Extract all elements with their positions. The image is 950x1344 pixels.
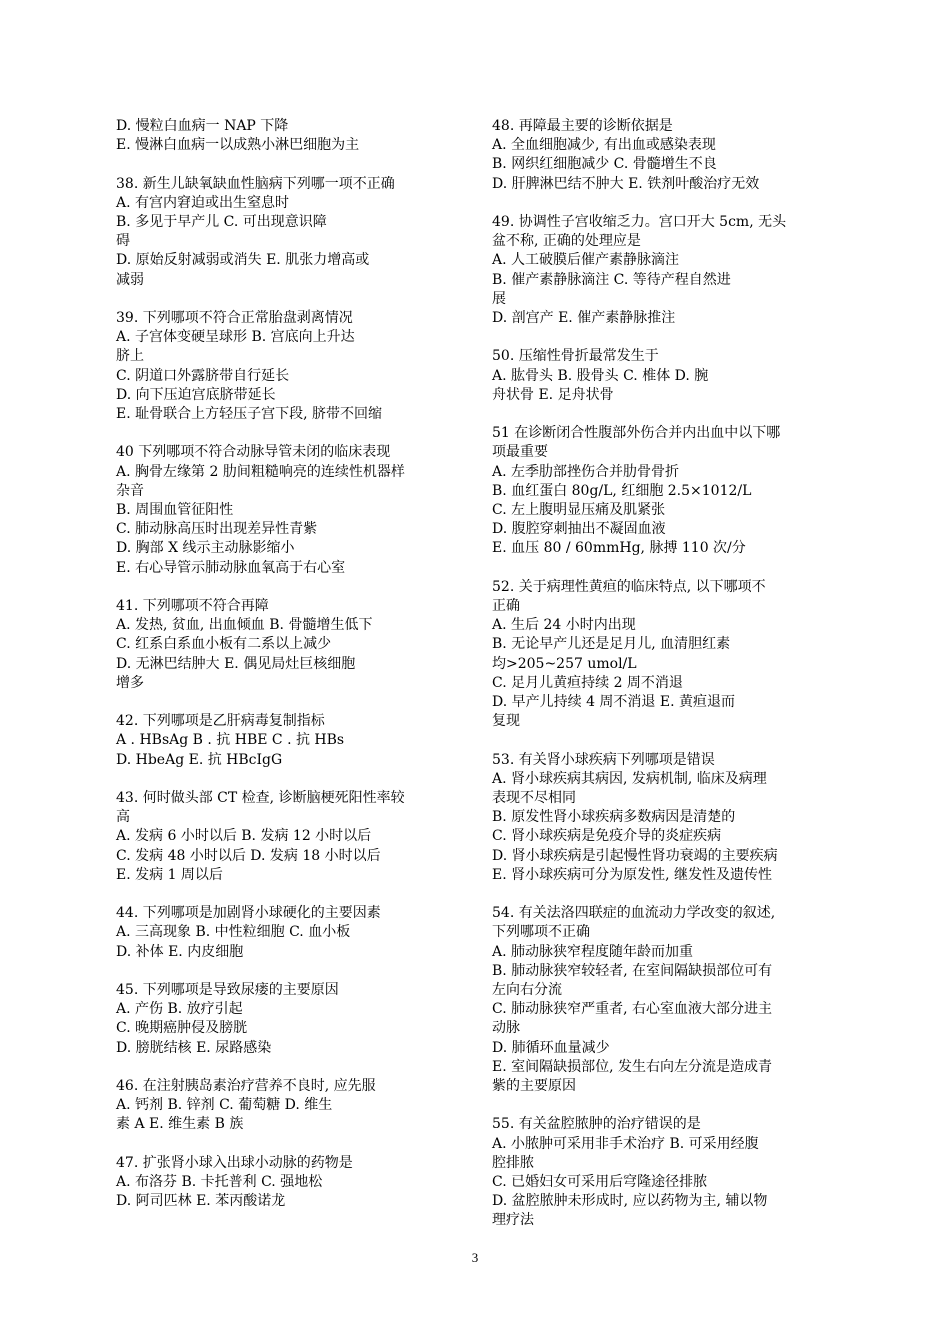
question-text-line: 43. 何时做头部 CT 检查, 诊断脑梗死阳性率较 [116, 790, 405, 807]
question-text-line: 51 在诊断闭合性腹部外伤合并内出血中以下哪 [492, 425, 781, 442]
question-text-line: A . HBsAg B . 抗 HBE C . 抗 HBs [116, 732, 345, 749]
question-text-line: 42. 下列哪项是乙肝病毒复制指标 [116, 713, 325, 730]
question-text-line: A. 肱骨头 B. 股骨头 C. 椎体 D. 腕 [492, 367, 709, 384]
question-text-line: C. 阴道口外露脐带自行延长 [116, 367, 290, 384]
question-text-line: 48. 再障最主要的诊断依据是 [492, 118, 673, 134]
question-text-line: 45. 下列哪项是导致尿瘘的主要原因 [116, 982, 339, 999]
question-text-line: 39. 下列哪项不符合正常胎盘剥离情况 [116, 310, 353, 326]
question-text-line: B. 原发性肾小球疾病多数病因是清楚的 [492, 809, 736, 826]
question-text-line: C. 已婚妇女可采用后穹隆途径排脓 [492, 1174, 708, 1191]
question-text-line: C. 左上腹明显压痛及肌紧张 [492, 502, 666, 519]
question-block [116, 712, 461, 770]
question-text-line: A. 产伤 B. 放疗引起 [116, 1001, 243, 1018]
question-text-line: 杂音 [116, 482, 144, 499]
question-block [116, 789, 461, 885]
question-block [116, 309, 461, 424]
question-text-line: A. 三高现象 B. 中性粒细胞 C. 血小板 [116, 924, 351, 941]
question-text-line: E. 肾小球疾病可分为原发性, 继发性及遗传性 [492, 866, 773, 883]
question-text-line: D. 盆腔脓肿未形成时, 应以药物为主, 辅以物 [492, 1193, 768, 1210]
question-text-line: 47. 扩张肾小球入出球小动脉的药物是 [116, 1154, 353, 1171]
question-text-line: 正确 [492, 598, 520, 615]
question-block [116, 1154, 461, 1212]
question-text-line: A. 左季肋部挫伤合并肋骨骨折 [492, 463, 680, 480]
question-text-line: C. 足月儿黄疸持续 2 周不消退 [492, 674, 683, 691]
question-text-line: D. 原始反射减弱或消失 E. 肌张力增高或 [116, 252, 370, 269]
question-text-line: D. 早产儿持续 4 周不消退 E. 黄疸退而 [492, 694, 736, 711]
question-text-line: A. 肺动脉狭窄程度随年龄而加重 [492, 943, 694, 960]
question-text-line: E. 室间隔缺损部位, 发生右向左分流是造成青 [492, 1058, 773, 1075]
question-text-line: E. 耻骨联合上方轻压子宫下段, 脐带不回缩 [116, 406, 383, 423]
question-block [116, 1077, 461, 1135]
question-text-line: A. 有宫内窘迫或出生窒息时 [116, 194, 290, 211]
question-text-line: 腔排脓 [492, 1154, 534, 1171]
question-text-line: D. 剖宫产 E. 催产素静脉推注 [492, 310, 676, 327]
question-text-line: B. 血红蛋白 80g/L, 红细胞 2.5×1012/L [492, 482, 752, 499]
question-text-line: A. 人工破膜后催产素静脉滴注 [492, 252, 680, 269]
question-text-line: 复现 [492, 713, 520, 730]
question-block [492, 751, 837, 885]
question-text-line: B. 网织红细胞减少 C. 骨髓增生不良 [492, 156, 717, 173]
question-text-line: D. 胸部 X 线示主动脉影缩小 [116, 540, 295, 557]
question-text-line: 项最重要 [492, 444, 548, 461]
question-text-line: 素 A E. 维生素 B 族 [116, 1116, 244, 1133]
question-block [492, 904, 837, 1096]
question-text-line: A. 生后 24 小时内出现 [492, 617, 636, 634]
question-text-line: 盆不称, 正确的处理应是 [492, 233, 641, 250]
question-text-line: D. 肝脾淋巴结不肿大 E. 铁剂叶酸治疗无效 [492, 175, 760, 192]
question-text-line: 44. 下列哪项是加剧肾小球硬化的主要因素 [116, 905, 381, 922]
question-block [116, 904, 461, 962]
question-block [492, 347, 837, 405]
question-text-line: D. 无淋巴结肿大 E. 偶见局灶巨核细胞 [116, 655, 356, 672]
question-text-line: 紫的主要原因 [492, 1078, 576, 1095]
question-text-line: D. 补体 E. 内皮细胞 [116, 943, 244, 960]
question-block [492, 1115, 837, 1230]
question-block [492, 213, 837, 328]
question-text-line: A. 胸骨左缘第 2 肋间粗糙响亮的连续性机器样 [116, 463, 405, 480]
question-text-line: E. 发病 1 周以后 [116, 866, 223, 883]
question-text-line: C. 肺动脉高压时出现差异性青紫 [116, 521, 318, 538]
question-block [116, 117, 461, 155]
question-text-line: D. 肾小球疾病是引起慢性肾功衰竭的主要疾病 [492, 847, 778, 864]
question-text-line: 41. 下列哪项不符合再障 [116, 598, 269, 615]
question-text-line: 53. 有关肾小球疾病下列哪项是错误 [492, 751, 715, 768]
question-text-line: A. 肾小球疾病其病因, 发病机制, 临床及病理 [492, 770, 767, 787]
left-column [116, 117, 461, 1231]
question-text-line: 40 下列哪项不符合动脉导管未闭的临床表现 [116, 444, 391, 461]
question-text-line: D. 阿司匹林 E. 苯丙酸诺龙 [116, 1193, 286, 1210]
question-text-line: 高 [116, 809, 130, 826]
question-text-line: 动脉 [492, 1020, 520, 1037]
question-text-line: C. 晚期癌肿侵及膀胱 [116, 1020, 248, 1037]
question-text-line: D. 慢粒白血病一 NAP 下降 [116, 118, 289, 134]
question-text-line: A. 发热, 贫血, 出血倾血 B. 骨髓增生低下 [116, 617, 373, 634]
question-text-line: E. 血压 80 / 60mmHg, 脉搏 110 次/分 [492, 540, 746, 557]
question-block [116, 597, 461, 693]
question-text-line: 左向右分流 [492, 982, 562, 999]
question-text-line: C. 肾小球疾病是免疫介导的炎症疾病 [492, 828, 722, 845]
question-text-line: A. 钙剂 B. 锌剂 C. 葡萄糖 D. 维生 [116, 1097, 333, 1114]
question-text-line: C. 肺动脉狭窄严重者, 右心室血液大部分进主 [492, 1001, 773, 1018]
question-block [116, 443, 461, 577]
question-text-line: 碍 [116, 233, 130, 250]
question-text-line: 减弱 [116, 271, 144, 288]
question-text-line: 46. 在注射胰岛素治疗营养不良时, 应先服 [116, 1078, 376, 1095]
question-text-line: B. 周围血管征阳性 [116, 502, 234, 519]
question-text-line: 脐上 [116, 348, 144, 365]
question-block [492, 117, 837, 194]
question-text-line: 展 [492, 290, 506, 307]
question-text-line: 理疗法 [492, 1212, 534, 1229]
question-text-line: C. 红系白系血小板有二系以上减少 [116, 636, 332, 653]
question-block [492, 578, 837, 732]
question-text-line: 38. 新生儿缺氧缺血性脑病下列哪一项不正确 [116, 175, 395, 192]
question-text-line: D. HbeAg E. 抗 HBcIgG [116, 751, 283, 768]
question-block [492, 424, 837, 558]
question-text-line: A. 全血细胞减少, 有出血或感染表现 [492, 137, 716, 154]
question-block [116, 175, 461, 290]
question-text-line: 52. 关于病理性黄疸的临床特点, 以下哪项不 [492, 578, 766, 595]
question-text-line: A. 子宫体变硬呈球形 B. 宫底向上升达 [116, 329, 355, 346]
question-text-line: B. 催产素静脉滴注 C. 等待产程自然进 [492, 271, 731, 288]
question-text-line: A. 小脓肿可采用非手术治疗 B. 可采用经腹 [492, 1135, 759, 1152]
question-text-line: 均>205~257 umol/L [492, 655, 637, 672]
question-text-line: D. 向下压迫宫底脐带延长 [116, 386, 276, 403]
question-text-line: A. 发病 6 小时以后 B. 发病 12 小时以后 [116, 828, 372, 845]
question-text-line: 表现不尽相同 [492, 790, 576, 807]
question-text-line: D. 膀胱结核 E. 尿路感染 [116, 1039, 272, 1056]
question-text-line: B. 无论早产儿还是足月儿, 血清胆红素 [492, 636, 731, 653]
question-text-line: 增多 [116, 674, 144, 691]
question-text-line: A. 布洛芬 B. 卡托普利 C. 强地松 [116, 1174, 323, 1191]
question-text-line: 舟状骨 E. 足舟状骨 [492, 386, 614, 403]
page-number: 3 [471, 1250, 479, 1265]
question-text-line: 下列哪项不正确 [492, 924, 590, 941]
question-text-line: C. 发病 48 小时以后 D. 发病 18 小时以后 [116, 847, 381, 864]
question-text-line: 55. 有关盆腔脓肿的治疗错误的是 [492, 1116, 701, 1133]
question-text-line: E. 右心导管示肺动脉血氧高于右心室 [116, 559, 346, 576]
question-text-line: 49. 协调性子宫收缩乏力。宫口开大 5cm, 无头 [492, 214, 787, 230]
question-text-line: 50. 压缩性骨折最常发生于 [492, 348, 659, 365]
right-column [492, 117, 837, 1250]
question-text-line: E. 慢淋白血病一以成熟小淋巴细胞为主 [116, 137, 360, 154]
question-text-line: D. 腹腔穿刺抽出不凝固血液 [492, 521, 666, 538]
question-text-line: 54. 有关法洛四联症的血流动力学改变的叙述, [492, 905, 776, 922]
question-text-line: B. 多见于早产儿 C. 可出现意识障 [116, 214, 327, 230]
question-text-line: B. 肺动脉狭窄较轻者, 在室间隔缺损部位可有 [492, 962, 773, 979]
question-text-line: D. 肺循环血量减少 [492, 1039, 610, 1056]
question-block [116, 981, 461, 1058]
